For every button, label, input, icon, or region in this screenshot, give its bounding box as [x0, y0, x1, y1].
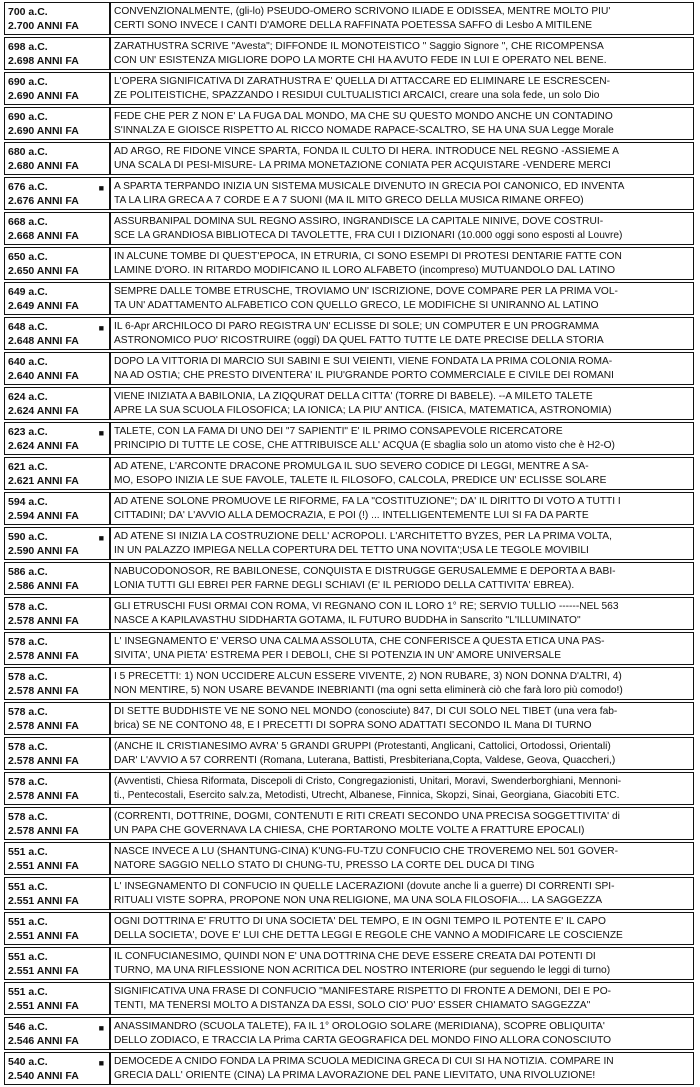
year-label: 590 a.C. [8, 530, 48, 543]
date-cell [4, 702, 110, 735]
date-cell [4, 807, 110, 840]
timeline-row [4, 107, 694, 140]
year-label: 551 a.C. [8, 880, 48, 893]
year-label: 650 a.C. [8, 250, 48, 263]
timeline-row [4, 422, 694, 455]
timeline-row [4, 37, 694, 70]
years-ago-label: 2.540 ANNI FA [8, 1069, 79, 1082]
event-line-1: DEMOCEDE A CNIDO FONDA LA PRIMA SCUOLA MEDICINA GRECA DI CUI SI HA NOTIZIA. COMPARE IN [114, 1055, 614, 1067]
event-line-1: IN ALCUNE TOMBE DI QUEST'EPOCA, IN ETRURIA, CI SONO ESEMPI DI PROTESI DENTARIE FATTE CON [114, 250, 622, 262]
event-cell [110, 317, 694, 350]
year-label: 551 a.C. [8, 985, 48, 998]
year-label: 586 a.C. [8, 565, 48, 578]
event-cell [110, 212, 694, 245]
date-cell [4, 317, 110, 350]
event-cell [110, 1017, 694, 1050]
event-line-2: TA LA LIRA GRECA A 7 CORDE E A 7 SUONI (MA IL MITO GRECO DELLA MUSICA RIMANE ORFEO) [114, 194, 584, 206]
timeline-row [4, 597, 694, 630]
date-cell [4, 772, 110, 805]
date-cell [4, 842, 110, 875]
timeline-row [4, 177, 694, 210]
year-label: 551 a.C. [8, 950, 48, 963]
years-ago-label: 2.621 ANNI FA [8, 474, 79, 487]
event-line-1: AD ATENE SI INIZIA LA COSTRUZIONE DELL' ACROPOLI. L'ARCHITETTO BYZES, PER LA PRIMA VOLTA, [114, 530, 612, 542]
event-line-1: NABUCODONOSOR, RE BABILONESE, CONQUISTA E DISTRUGGE GERUSALEMME E DEPORTA A BABI- [114, 565, 616, 577]
date-cell [4, 72, 110, 105]
timeline-table [4, 0, 694, 1087]
date-cell [4, 982, 110, 1015]
event-line-2: UN PAPA CHE GOVERNAVA LA CHIESA, CHE PORTARONO MOLTE VOLTE A FRATTURE EPOCALI) [114, 824, 585, 836]
event-cell [110, 72, 694, 105]
event-cell [110, 457, 694, 490]
event-line-2: APRE LA SUA SCUOLA FILOSOFICA; LA IONICA; LA PIU' ANTICA. (FISICA, MATEMATICA, ASTRONOMIA) [114, 404, 612, 416]
year-label: 578 a.C. [8, 635, 48, 648]
years-ago-label: 2.624 ANNI FA [8, 404, 79, 417]
date-cell [4, 597, 110, 630]
event-cell [110, 1052, 694, 1085]
event-line-1: DOPO LA VITTORIA DI MARCIO SUI SABINI E SUI VEIENTI, VIENE FONDATA LA PRIMA COLONIA ROMA- [114, 355, 613, 367]
year-label: 578 a.C. [8, 810, 48, 823]
year-label: 624 a.C. [8, 390, 48, 403]
event-line-2: DELLO ZODIACO, E TRACCIA LA Prima CARTA GEOGRAFICA DEL MONDO FINO ALLORA CONOSCIUTO [114, 1034, 612, 1046]
event-line-1: NASCE INVECE A LU (SHANTUNG-CINA) K'UNG-FU-TZU CONFUCIO CHE TROVEREMO NEL 501 GOVER- [114, 845, 619, 857]
event-cell [110, 142, 694, 175]
date-cell [4, 212, 110, 245]
event-line-2: DAR' L'AVVIO A 57 CORRENTI (Romana, Luterana, Battisti, Presbiteriana,Copta, Valdese, Geova, Quaccheri,) [114, 754, 616, 766]
event-cell [110, 632, 694, 665]
bullet-square-icon: ■ [98, 428, 104, 438]
event-line-1: IL CONFUCIANESIMO, QUINDI NON E' UNA DOTTRINA CHE DEVE ESSERE CREATA DAI POTENTI DI [114, 950, 596, 962]
year-label: 578 a.C. [8, 600, 48, 613]
event-line-2: SIVITA', UNA PIETA' ESTREMA PER I DEBOLI, CHE SI POTENZIA IN UN' AMORE UNIVERSALE [114, 649, 562, 661]
year-label: 578 a.C. [8, 670, 48, 683]
event-line-2: brica) SE NE CONTONO 48, E I PRECETTI DI SOPRA SONO ADATTATI SECONDO IL Mana DI TURNO [114, 719, 592, 731]
event-cell [110, 492, 694, 525]
timeline-row [4, 1017, 694, 1050]
event-cell [110, 107, 694, 140]
years-ago-label: 2.578 ANNI FA [8, 754, 79, 767]
event-line-1: GLI ETRUSCHI FUSI ORMAI CON ROMA, VI REGNANO CON IL LORO 1° RE; SERVIO TULLIO ------NEL 563 [114, 600, 619, 612]
timeline-row [4, 72, 694, 105]
year-label: 668 a.C. [8, 215, 48, 228]
year-label: 640 a.C. [8, 355, 48, 368]
timeline-row [4, 212, 694, 245]
event-line-1: DI SETTE BUDDHISTE VE NE SONO NEL MONDO (conosciute) 847, DI CUI SOLO NEL TIBET (una vera fab- [114, 705, 618, 717]
years-ago-label: 2.578 ANNI FA [8, 824, 79, 837]
timeline-row [4, 317, 694, 350]
date-cell [4, 877, 110, 910]
event-line-2: DELLA SOCIETA', DOVE E' LUI CHE DETTA LEGGI E REGOLE CHE VANNO A MODIFICARE LE COSCIENZE [114, 929, 623, 941]
event-line-2: TURNO, MA UNA RIFLESSIONE NON ACRITICA DEL NOSTRO INTERIORE (pur seguendo le leggi di turno) [114, 964, 611, 976]
event-cell [110, 247, 694, 280]
date-cell [4, 37, 110, 70]
event-cell [110, 352, 694, 385]
timeline-row [4, 247, 694, 280]
year-label: 690 a.C. [8, 110, 48, 123]
date-cell [4, 457, 110, 490]
event-line-1: SIGNIFICATIVA UNA FRASE DI CONFUCIO "MANIFESTARE RISPETTO DI FRONTE A DEMONI, DEI E PO- [114, 985, 612, 997]
year-label: 700 a.C. [8, 5, 48, 18]
date-cell [4, 492, 110, 525]
event-line-1: L' INSEGNAMENTO E' VERSO UNA CALMA ASSOLUTA, CHE CONFERISCE A QUESTA ETICA UNA PAS- [114, 635, 605, 647]
date-cell [4, 177, 110, 210]
year-label: 698 a.C. [8, 40, 48, 53]
years-ago-label: 2.650 ANNI FA [8, 264, 79, 277]
event-cell [110, 422, 694, 455]
date-cell [4, 912, 110, 945]
timeline-row [4, 702, 694, 735]
date-cell [4, 107, 110, 140]
event-line-1: ZARATHUSTRA SCRIVE "Avesta"; DIFFONDE IL MONOTEISTICO " Saggio Signore ", CHE RICOMPENSA [114, 40, 604, 52]
date-cell [4, 562, 110, 595]
event-line-2: RITUALI VISTE SOPRA, PROPONE NON UNA RELIGIONE, MA UNA SOLA FILOSOFIA.... LA SAGGEZZA [114, 894, 602, 906]
timeline-row [4, 947, 694, 980]
year-label: 690 a.C. [8, 75, 48, 88]
years-ago-label: 2.578 ANNI FA [8, 649, 79, 662]
years-ago-label: 2.546 ANNI FA [8, 1034, 79, 1047]
event-line-2: UNA SCALA DI PESI-MISURE- LA PRIMA MONETAZIONE CONIATA PER ACQUISTARE -VENDERE MERCI [114, 159, 611, 171]
event-line-1: ASSURBANIPAL DOMINA SUL REGNO ASSIRO, INGRANDISCE LA CAPITALE NINIVE, DOVE COSTRUI- [114, 215, 604, 227]
event-line-2: CON UN' ESISTENZA MIGLIORE DOPO LA MORTE CHI HA AVUTO FEDE IN LUI E OPERATO NEL BENE. [114, 54, 607, 66]
bullet-square-icon: ■ [98, 1023, 104, 1033]
date-cell [4, 247, 110, 280]
event-line-2: ti., Pentecostali, Esercito salv.za, Metodisti, Utrecht, Albanese, Finnica, Skopzi, Sinai, Georgiana, Giacobiti ETC. [114, 789, 620, 801]
date-cell [4, 1052, 110, 1085]
event-line-1: (CORRENTI, DOTTRINE, DOGMI, CONTENUTI E RITI CREATI SECONDO UNA PRECISA SOGGETTIVITA' di [114, 810, 620, 822]
event-line-2: NON MENTIRE, 5) NON USARE BEVANDE INEBRIANTI (ma ogni setta eliminerà ciò che farà loro più comodo!) [114, 684, 623, 696]
date-cell [4, 947, 110, 980]
event-line-2: NASCE A KAPILAVASTHU SIDDHARTA GOTAMA, IL FUTURO BUDDHA in Sanscrito "L'ILLUMINATO" [114, 614, 581, 626]
event-line-2: SCE LA GRANDIOSA BIBLIOTECA DI TAVOLETTE, FRA CUI I DIZIONARI (10.000 oggi sono esposti al Louvre) [114, 229, 623, 241]
year-label: 649 a.C. [8, 285, 48, 298]
year-label: 578 a.C. [8, 705, 48, 718]
event-line-2: NATORE SAGGIO NELLO STATO DI CHUNG-TU, PRESSO LA CORTE DEL DUCA DI TING [114, 859, 535, 871]
years-ago-label: 2.700 ANNI FA [8, 19, 79, 32]
event-line-1: VIENE INIZIATA A BABILONIA, LA ZIQQURAT DELLA CITTA' (TORRE DI BABELE). --A MILETO TALETE [114, 390, 593, 402]
event-line-1: TALETE, CON LA FAMA DI UNO DEI "7 SAPIENTI" E' IL PRIMO CONSAPEVOLE RICERCATORE [114, 425, 563, 437]
date-cell [4, 352, 110, 385]
event-line-2: TENTI, MA TENERSI MOLTO A DISTANZA DA ESSI, SOLO CIO' PUO' ESSER CHIAMATO SAGGEZZA" [114, 999, 591, 1011]
timeline-body [4, 2, 694, 1085]
years-ago-label: 2.551 ANNI FA [8, 894, 79, 907]
event-cell [110, 562, 694, 595]
years-ago-label: 2.578 ANNI FA [8, 684, 79, 697]
event-cell [110, 702, 694, 735]
years-ago-label: 2.640 ANNI FA [8, 369, 79, 382]
event-line-1: I 5 PRECETTI: 1) NON UCCIDERE ALCUN ESSERE VIVENTE, 2) NON RUBARE, 3) NON DONNA D'ALTRI, 4) [114, 670, 622, 682]
event-line-2: CITTADINI; DA' L'AVVIO ALLA DEMOCRAZIA, E POI (!) ... INTELLIGENTEMENTE LUI SI FA DA PARTE [114, 509, 589, 521]
event-line-2: LAMINE D'ORO. IN RITARDO MODIFICANO IL LORO ALFABETO (incompreso) MUTUANDOLO DAL LATINO [114, 264, 616, 276]
date-cell [4, 282, 110, 315]
event-line-2: TA UN' ADATTAMENTO ALFABETICO CON QUELLO GRECO, LE MODIFICHE SI UNIRANNO AL LATINO [114, 299, 599, 311]
bullet-square-icon: ■ [98, 1058, 104, 1068]
event-line-1: (Avventisti, Chiesa Riformata, Discepoli di Cristo, Congregazionisti, Unitari, Moravi, Swenderborghiani, Mennoni- [114, 775, 622, 787]
event-line-1: A SPARTA TERPANDO INIZIA UN SISTEMA MUSICALE DIVENUTO IN GRECIA POI CANONICO, ED INVENTA [114, 180, 625, 192]
year-label: 676 a.C. [8, 180, 48, 193]
timeline-page [4, 0, 694, 1087]
event-cell [110, 982, 694, 1015]
years-ago-label: 2.649 ANNI FA [8, 299, 79, 312]
event-line-2: CERTI SONO INVECE I CANTI D'AMORE DELLA RAFFINATA POETESSA SAFFO di Lesbo A MITILENE [114, 19, 593, 31]
date-cell [4, 667, 110, 700]
event-cell [110, 177, 694, 210]
year-label: 623 a.C. [8, 425, 48, 438]
date-cell [4, 1017, 110, 1050]
event-cell [110, 877, 694, 910]
years-ago-label: 2.698 ANNI FA [8, 54, 79, 67]
event-line-1: AD ARGO, RE FIDONE VINCE SPARTA, FONDA IL CULTO DI HERA. INTRODUCE NEL REGNO -ASSIEME A [114, 145, 619, 157]
timeline-row [4, 282, 694, 315]
year-label: 551 a.C. [8, 915, 48, 928]
bullet-square-icon: ■ [98, 183, 104, 193]
bullet-square-icon: ■ [98, 323, 104, 333]
years-ago-label: 2.590 ANNI FA [8, 544, 79, 557]
timeline-row [4, 527, 694, 560]
timeline-row [4, 877, 694, 910]
date-cell [4, 387, 110, 420]
date-cell [4, 737, 110, 770]
year-label: 578 a.C. [8, 775, 48, 788]
event-cell [110, 912, 694, 945]
event-line-1: AD ATENE, L'ARCONTE DRACONE PROMULGA IL SUO SEVERO CODICE DI LEGGI, MENTRE A SA- [114, 460, 589, 472]
event-cell [110, 737, 694, 770]
event-line-2: IN UN PALAZZO IMPIEGA NELLA COPERTURA DEL TETTO UNA NOVITA';USA LE TEGOLE MOVIBILI [114, 544, 589, 556]
event-line-2: MO, ESOPO INIZIA LE SUE FAVOLE, TALETE IL FILOSOFO, CALCOLA, PREDICE UN' ECLISSE SOLARE [114, 474, 607, 486]
event-line-2: S'INNALZA E GIOISCE RISPETTO AL RICCO NOMADE RAPACE-SCALTRO, SE HA UNA SUA Legge Morale [114, 124, 614, 136]
timeline-row [4, 142, 694, 175]
event-line-1: AD ATENE SOLONE PROMUOVE LE RIFORME, FA LA "COSTITUZIONE"; DA' IL DIRITTO DI VOTO A TUTTI I [114, 495, 621, 507]
date-cell [4, 632, 110, 665]
timeline-row [4, 667, 694, 700]
event-line-2: GRECIA DALL' ORIENTE (CINA) LA PRIMA LAVORAZIONE DEL PANE LIEVITATO, UNA RIVOLUZIONE! [114, 1069, 596, 1081]
year-label: 621 a.C. [8, 460, 48, 473]
year-label: 594 a.C. [8, 495, 48, 508]
date-cell [4, 2, 110, 35]
event-cell [110, 772, 694, 805]
timeline-row [4, 457, 694, 490]
event-cell [110, 947, 694, 980]
event-line-1: FEDE CHE PER Z NON E' LA FUGA DAL MONDO, MA CHE SU QUESTO MONDO ANCHE UN CONTADINO [114, 110, 613, 122]
date-cell [4, 142, 110, 175]
timeline-row [4, 842, 694, 875]
years-ago-label: 2.578 ANNI FA [8, 614, 79, 627]
timeline-row [4, 562, 694, 595]
year-label: 546 a.C. [8, 1020, 48, 1033]
timeline-row [4, 352, 694, 385]
timeline-row [4, 1052, 694, 1085]
event-line-1: IL 6-Apr ARCHILOCO DI PARO REGISTRA UN' ECLISSE DI SOLE; UN COMPUTER E UN PROGRAMMA [114, 320, 599, 332]
years-ago-label: 2.551 ANNI FA [8, 929, 79, 942]
years-ago-label: 2.680 ANNI FA [8, 159, 79, 172]
event-cell [110, 667, 694, 700]
event-line-1: L'OPERA SIGNIFICATIVA DI ZARATHUSTRA E' QUELLA DI ATTACCARE ED ELIMINARE LE ESCRESCEN- [114, 75, 611, 87]
years-ago-label: 2.690 ANNI FA [8, 89, 79, 102]
timeline-row [4, 772, 694, 805]
bullet-square-icon: ■ [98, 533, 104, 543]
event-line-2: ASTRONOMICO PUO' RICOSTRUIRE (oggi) DA QUEL FATTO TUTTE LE DATE PRECISE DELLA STORIA [114, 334, 604, 346]
years-ago-label: 2.586 ANNI FA [8, 579, 79, 592]
years-ago-label: 2.578 ANNI FA [8, 719, 79, 732]
year-label: 551 a.C. [8, 845, 48, 858]
event-line-1: CONVENZIONALMENTE, (gli-lo) PSEUDO-OMERO SCRIVONO ILIADE E ODISSEA, MENTRE MOLTO PIU' [114, 5, 611, 17]
timeline-row [4, 2, 694, 35]
timeline-row [4, 632, 694, 665]
event-cell [110, 842, 694, 875]
event-line-1: L' INSEGNAMENTO DI CONFUCIO IN QUELLE LACERAZIONI (dovute anche li a guerre) DI CORRENTI SPI- [114, 880, 615, 892]
event-cell [110, 2, 694, 35]
event-cell [110, 527, 694, 560]
event-line-2: NA AD OSTIA; CHE PRESTO DIVENTERA' IL PIU'GRANDE PORTO COMMERCIALE E CIVILE DEI ROMANI [114, 369, 614, 381]
event-line-2: PRINCIPIO DI TUTTE LE COSE, CHE ATTRIBUISCE ALL' ACQUA (E sbaglia solo un atomo visto che è H2-O) [114, 439, 615, 451]
years-ago-label: 2.551 ANNI FA [8, 964, 79, 977]
timeline-row [4, 387, 694, 420]
years-ago-label: 2.624 ANNI FA [8, 439, 79, 452]
date-cell [4, 422, 110, 455]
event-line-1: OGNI DOTTRINA E' FRUTTO DI UNA SOCIETA' DEL TEMPO, E IN OGNI TEMPO IL POTENTE E' IL CAPO [114, 915, 606, 927]
event-cell [110, 387, 694, 420]
event-cell [110, 282, 694, 315]
event-line-2: ZE POLITEISTICHE, SPAZZANDO I RESIDUI CULTUALISTICI ARCAICI, creare una sola fede, un solo Dio [114, 89, 600, 101]
event-line-2: LONIA TUTTI GLI EBREI PER FARNE DEGLI SCHIAVI (E' IL PERIODO DELLA CATTIVITA' EBREA). [114, 579, 575, 591]
timeline-row [4, 737, 694, 770]
event-cell [110, 807, 694, 840]
event-line-1: SEMPRE DALLE TOMBE ETRUSCHE, TROVIAMO UN' ISCRIZIONE, DOVE COMPARE PER LA PRIMA VOL- [114, 285, 618, 297]
timeline-row [4, 492, 694, 525]
years-ago-label: 2.578 ANNI FA [8, 789, 79, 802]
timeline-row [4, 982, 694, 1015]
year-label: 648 a.C. [8, 320, 48, 333]
years-ago-label: 2.648 ANNI FA [8, 334, 79, 347]
years-ago-label: 2.551 ANNI FA [8, 859, 79, 872]
year-label: 540 a.C. [8, 1055, 48, 1068]
years-ago-label: 2.676 ANNI FA [8, 194, 79, 207]
year-label: 680 a.C. [8, 145, 48, 158]
event-line-1: ANASSIMANDRO (SCUOLA TALETE), FA IL 1° OROLOGIO SOLARE (MERIDIANA), SCOPRE OBLIQUITA' [114, 1020, 605, 1032]
years-ago-label: 2.690 ANNI FA [8, 124, 79, 137]
timeline-row [4, 807, 694, 840]
years-ago-label: 2.551 ANNI FA [8, 999, 79, 1012]
event-cell [110, 597, 694, 630]
date-cell [4, 527, 110, 560]
timeline-row [4, 912, 694, 945]
years-ago-label: 2.668 ANNI FA [8, 229, 79, 242]
years-ago-label: 2.594 ANNI FA [8, 509, 79, 522]
event-cell [110, 37, 694, 70]
year-label: 578 a.C. [8, 740, 48, 753]
event-line-1: (ANCHE IL CRISTIANESIMO AVRA' 5 GRANDI GRUPPI (Protestanti, Anglicani, Cattolici, Ortodossi, Orientali) [114, 740, 611, 752]
